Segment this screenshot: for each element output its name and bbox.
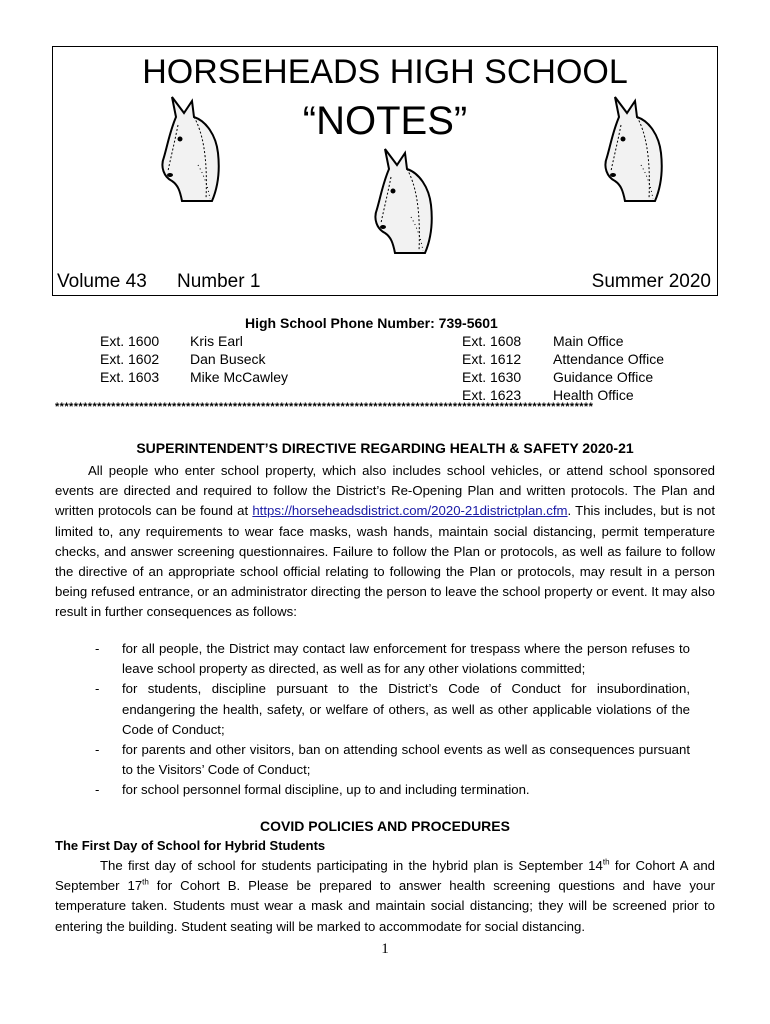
consequences-list (95, 639, 690, 801)
name-right-1: Main Office (553, 333, 624, 349)
ordinal-suffix: th (142, 877, 149, 887)
number-label: Number 1 (177, 271, 261, 292)
masthead-box (52, 46, 718, 296)
horse-head-right-icon (601, 95, 671, 203)
directive-text-part1: All people who enter school property, which also includes school vehicles, or attend school sponsored events are directed and required to follow the District’s Re-Opening Plan and written protocols. The Plan and written protocols can be found at (55, 463, 715, 519)
directive-text-part2: . This includes, but is not limited to, any requirements to wear face masks, wash hands, maintain social distancing, permit temperature checks, and answer screening questionnaires. Failure to follow the Plan or protocols, as well as failure to follow the directive of an appropriate school official relating to following the Plan or protocols, may result in a person being refused entrance, or an administrator directing the person to leave the school property or event. It may also result in further consequences as follows: (55, 503, 715, 620)
covid-heading: COVID POLICIES AND PROCEDURES (260, 818, 510, 834)
page-number: 1 (381, 941, 389, 957)
name-left-3: Mike McCawley (190, 369, 289, 385)
list-item: - for school personnel formal discipline, up to and including termination. (95, 780, 690, 800)
ext-left-2: Ext. 1602 (100, 351, 160, 367)
ext-right-1: Ext. 1608 (462, 333, 522, 349)
first-day-text-a: The first day of school for students participating in the hybrid plan is September 14 (100, 858, 603, 873)
horse-head-left-icon (158, 95, 228, 203)
list-item: - for all people, the District may contact law enforcement for trespass where the person refuses to leave school property as directed, as well as for any other violations committed; (95, 639, 690, 679)
horse-head-center-icon (371, 147, 441, 255)
name-right-3: Guidance Office (553, 369, 654, 385)
district-plan-link[interactable]: https://horseheadsdistrict.com/2020-21districtplan.cfm (252, 503, 568, 519)
name-right-4: Health Office (553, 387, 634, 403)
newsletter-subtitle: “NOTES” (302, 99, 468, 143)
newsletter-title: HORSEHEADS HIGH SCHOOL (142, 53, 628, 91)
name-left-2: Dan Buseck (190, 351, 266, 367)
first-day-paragraph (55, 856, 715, 937)
ext-left-3: Ext. 1603 (100, 369, 160, 385)
directive-paragraph (55, 461, 715, 623)
list-item: - for parents and other visitors, ban on attending school events as well as consequences pursuant to the Visitors’ Code of Conduct; (95, 740, 690, 780)
asterisk-separator: ******************************************************************************************************************* (55, 401, 594, 413)
season-label: Summer 2020 (591, 271, 711, 292)
ext-right-3: Ext. 1630 (462, 369, 522, 385)
first-day-text-c: for Cohort B. Please be prepared to answer health screening questions and have your temperature taken. Students must wear a mask and maintain social distancing; they will be screened prior to entering the building. Student seating will be marked to accommodate for social distancing. (55, 878, 715, 934)
ordinal-suffix: th (602, 857, 610, 867)
first-day-text-b: for Cohort A and September 17 (55, 858, 715, 894)
ext-right-4: Ext. 1623 (462, 387, 522, 403)
ext-left-1: Ext. 1600 (100, 333, 160, 349)
volume-label: Volume 43 (57, 271, 147, 292)
ext-right-2: Ext. 1612 (462, 351, 522, 367)
directive-heading: SUPERINTENDENT’S DIRECTIVE REGARDING HEALTH & SAFETY 2020-21 (136, 440, 634, 456)
name-left-1: Kris Earl (190, 333, 243, 349)
phone-number-title: High School Phone Number: 739-5601 (245, 315, 498, 331)
first-day-subheading: The First Day of School for Hybrid Students (55, 838, 326, 853)
list-item: - for students, discipline pursuant to the District’s Code of Conduct for insubordination, endangering the health, safety, or welfare of others, as well as other applicable violations of the Code of Conduct; (95, 679, 690, 740)
name-right-2: Attendance Office (553, 351, 665, 367)
